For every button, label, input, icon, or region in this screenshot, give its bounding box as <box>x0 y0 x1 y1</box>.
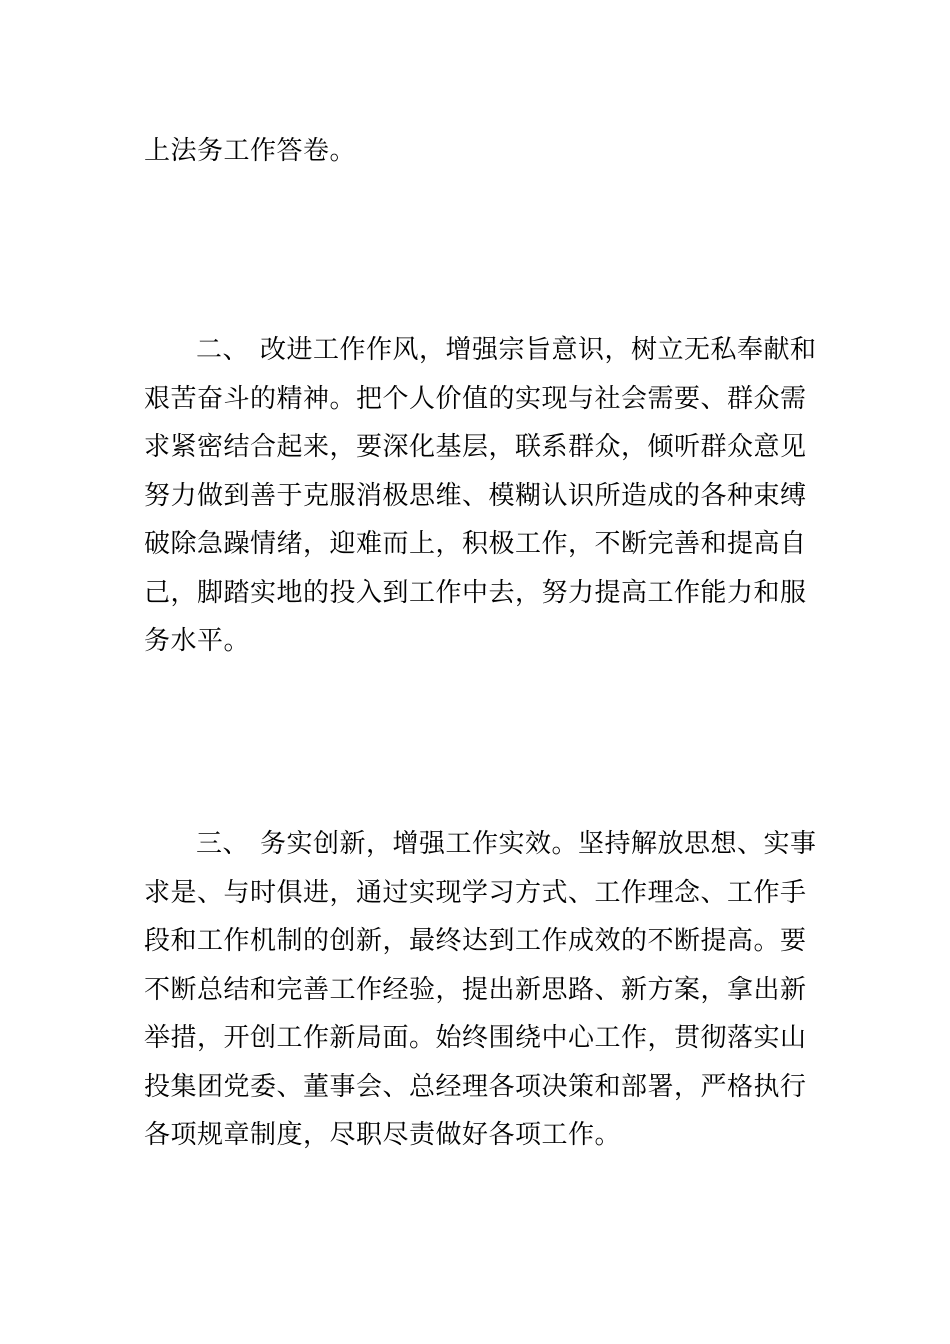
text-line: 不断总结和完善工作经验，提出新思路、新方案，拿出新 <box>144 974 807 1005</box>
text-line: 破除急躁情绪，迎难而上，积极工作，不断完善和提高自 <box>144 529 807 559</box>
text-line: 务水平。 <box>144 626 251 656</box>
text-line: 投集团党委、董事会、总经理各项决策和部署，严格执行 <box>144 1071 807 1102</box>
text-line-first <box>144 326 817 375</box>
section-number: 二、 <box>196 335 250 365</box>
section-number: 三、 <box>196 829 250 859</box>
text-line: 求紧密结合起来，要深化基层，联系群众，倾听群众意见 <box>144 432 807 462</box>
text-line: 己，脚踏实地的投入到工作中去，努力提高工作能力和服 <box>144 577 807 608</box>
paragraph-section-two <box>144 326 817 666</box>
text-line: 举措，开创工作新局面。始终围绕中心工作，贯彻落实山 <box>144 1023 807 1053</box>
text-line: 务实创新，增强工作实效。坚持解放思想、实事 <box>260 829 817 859</box>
text-line: 段和工作机制的创新，最终达到工作成效的不断提高。要 <box>144 926 807 956</box>
text-line: 求是、与时俱进，通过实现学习方式、工作理念、工作手 <box>144 877 807 908</box>
paragraph-section-three <box>144 820 817 1160</box>
paragraph-continuation <box>144 127 810 176</box>
text-line: 努力做到善于克服消极思维、模糊认识所造成的各种束缚 <box>144 480 807 511</box>
text-line: 各项规章制度，尽职尽责做好各项工作。 <box>144 1120 622 1150</box>
text-line: 艰苦奋斗的精神。把个人价值的实现与社会需要、群众需 <box>144 383 807 414</box>
text-line: 改进工作作风，增强宗旨意识，树立无私奉献和 <box>260 335 817 365</box>
text-line: 上法务工作答卷。 <box>144 136 357 166</box>
text-line-first <box>144 820 817 869</box>
